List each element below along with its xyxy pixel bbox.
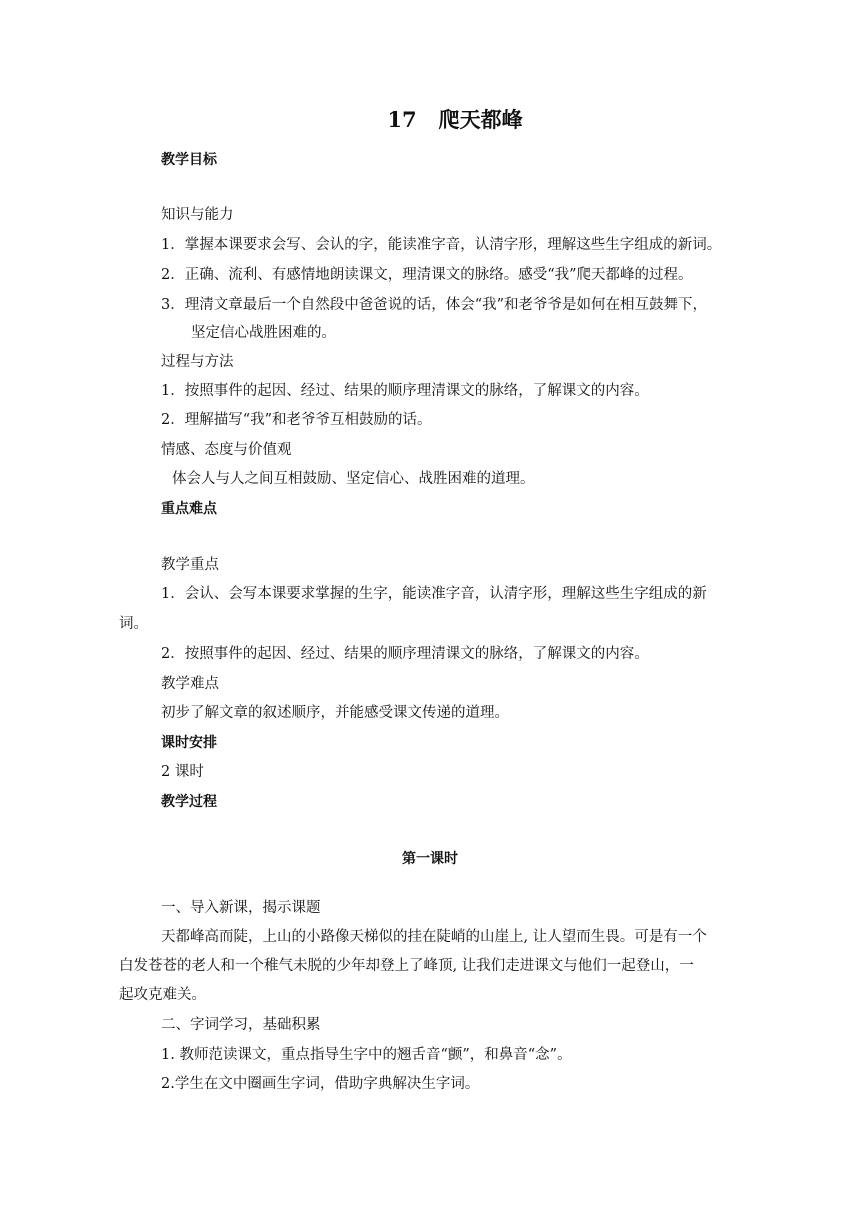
difficulty-heading: 教学难点 [161, 676, 219, 692]
emotion-heading: 情感、态度与价值观 [161, 442, 292, 458]
difficulty-text: 初步了解文章的叙述顺序，并能感受课文传递的道理。 [161, 705, 509, 721]
knowledge-item-1: 1．掌握本课要求会写、会认的字，能读准字音，认清字形，理解这些生字组成的新词。 [161, 237, 722, 253]
step2-item-1: 1. 教师范读课文，重点指导生字中的翘舌音“颤”，和鼻音“念”。 [161, 1047, 572, 1063]
step1-heading: 一、导入新课，揭示课题 [161, 900, 321, 916]
knowledge-item-2: 2．正确、流利、有感情地朗读课文，理清课文的脉络。感受“我”爬天都峰的过程。 [161, 267, 693, 283]
lesson-title [0, 106, 860, 134]
lesson-number: 17 [387, 107, 417, 132]
key-points-item-1-continued: 词。 [119, 616, 148, 632]
step2-heading: 二、字词学习，基础积累 [161, 1017, 321, 1033]
process-heading: 过程与方法 [161, 354, 234, 370]
key-points-item-2: 2．按照事件的起因、经过、结果的顺序理清课文的脉络，了解课文的内容。 [161, 646, 649, 662]
step2-item-2: 2.学生在文中圈画生字词，借助字典解决生字词。 [161, 1076, 480, 1092]
lesson-title-text: 爬天都峰 [438, 107, 523, 132]
key-difficulty-heading: 重点难点 [161, 501, 217, 517]
objectives-heading: 教学目标 [161, 152, 217, 168]
schedule-heading: 课时安排 [161, 735, 217, 751]
step1-line-3: 起攻克难关。 [119, 987, 206, 1003]
knowledge-item-3-continued: 坚定信心战胜困难的。 [191, 325, 336, 341]
first-lesson-heading: 第一课时 [402, 851, 458, 867]
process-item-2: 2．理解描写“我”和老爷爷互相鼓励的话。 [161, 412, 432, 428]
teaching-process-heading: 教学过程 [161, 794, 217, 810]
knowledge-item-3: 3．理清文章最后一个自然段中爸爸说的话，体会“我”和老爷爷是如何在相互鼓舞下， [161, 297, 708, 313]
key-points-item-1: 1．会认、会写本课要求掌握的生字，能读准字音，认清字形，理解这些生字组成的新 [161, 586, 707, 602]
key-points-heading: 教学重点 [161, 557, 219, 573]
step1-line-1: 天都峰高而陡，上山的小路像天梯似的挂在陡峭的山崖上, 让人望而生畏。可是有一个 [161, 929, 707, 945]
step1-line-2: 白发苍苍的老人和一个稚气未脱的少年却登上了峰顶, 让我们走进课文与他们一起登山，一 [119, 958, 694, 974]
process-item-1: 1．按照事件的起因、经过、结果的顺序理清课文的脉络，了解课文的内容。 [161, 383, 649, 399]
knowledge-heading: 知识与能力 [161, 207, 234, 223]
emotion-text: 体会人与人之间互相鼓励、坚定信心、战胜困难的道理。 [172, 471, 535, 487]
schedule-text: 2 课时 [161, 764, 204, 780]
